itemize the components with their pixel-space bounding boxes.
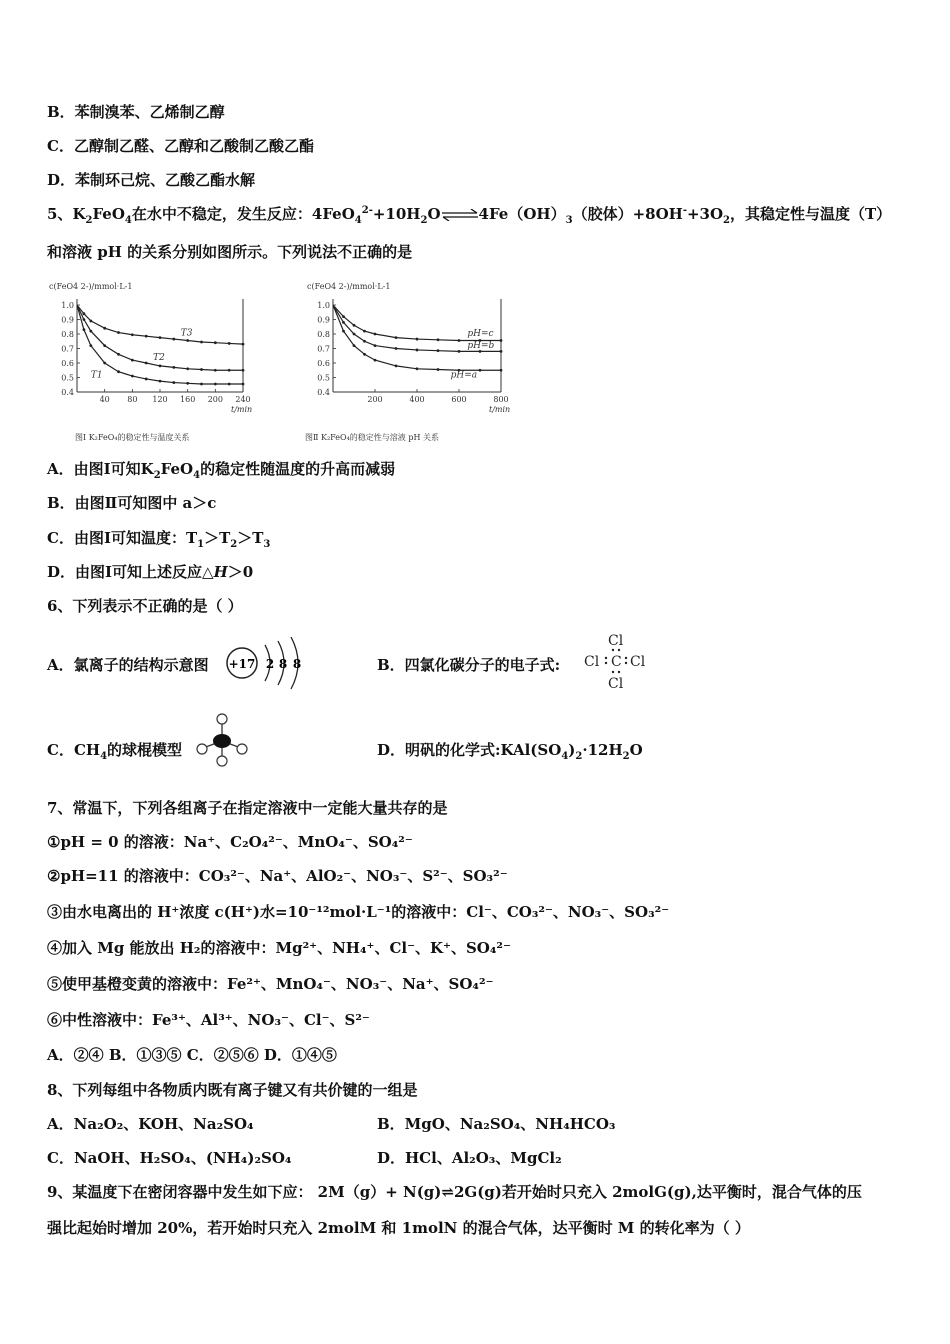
x-tick-label: 600 [451, 395, 467, 404]
q5-option-b: B．由图Ⅱ可知图中 a＞c [47, 494, 217, 512]
data-point [416, 367, 419, 370]
data-point [159, 380, 162, 383]
x-axis-label: t/min [489, 405, 511, 414]
q6-option-c: C．$CH_4$的球棍模型 [47, 741, 183, 762]
data-point [117, 331, 120, 334]
chart-caption: 图Ⅰ K₂FeO₄的稳定性与温度关系 [75, 433, 190, 442]
data-point [103, 327, 106, 330]
data-point [117, 353, 120, 356]
data-point [83, 312, 86, 315]
chart-temperature [47, 275, 287, 450]
q4-option-d: D．苯制环己烷、乙酸乙酯水解 [47, 171, 256, 189]
data-point [172, 366, 175, 369]
data-point [89, 330, 92, 333]
x-tick-label: 160 [180, 395, 196, 404]
data-point [145, 362, 148, 365]
q5-option-c: C．由图Ⅰ可知温度：$T_1>T_2>T_3$ [47, 529, 271, 550]
ch4-ball-stick-model [195, 712, 250, 768]
x-tick-label: 240 [235, 395, 251, 404]
data-point [242, 343, 245, 346]
data-point [83, 318, 86, 321]
x-tick-label: 200 [207, 395, 223, 404]
data-point [117, 370, 120, 373]
y-tick-label: 0.7 [61, 344, 74, 354]
data-point [395, 365, 398, 368]
y-tick-label: 1.0 [317, 301, 330, 310]
series-label: pH=b [467, 340, 495, 351]
y-tick-label: 0.8 [317, 330, 330, 339]
q7-item-3: ③由水电离出的 H⁺浓度 c(H⁺)水=10⁻¹²mol·L⁻¹的溶液中：Cl⁻、CO₃²⁻、NO₃⁻、SO₃²⁻ [47, 903, 670, 921]
series-label: T1 [90, 370, 103, 381]
q7-item-2: ②pH=11 的溶液中：CO₃²⁻、Na⁺、AlO₂⁻、NO₃⁻、S²⁻、SO₃²⁻ [47, 867, 508, 885]
y-tick-label: 1.0 [61, 301, 74, 310]
cl-right: Cl [630, 654, 646, 670]
y-tick-label: 0.4 [61, 388, 74, 397]
y-axis-label: c(FeO4 2-)/mmol·L-1 [307, 282, 391, 291]
chlorine-ion-structure-diagram [225, 637, 305, 692]
data-point [437, 368, 440, 371]
x-axis-label: t/min [231, 405, 253, 414]
y-tick-label: 0.5 [317, 373, 330, 383]
carbon-atom: C [611, 654, 622, 670]
y-tick-label: 0.9 [317, 315, 330, 325]
data-point [103, 362, 106, 365]
data-point [363, 353, 366, 356]
data-point [437, 349, 440, 352]
data-point [186, 367, 189, 370]
data-point [353, 344, 356, 347]
x-tick-label: 200 [367, 395, 383, 404]
data-point [103, 344, 106, 347]
data-point [374, 333, 377, 336]
data-point [214, 383, 217, 386]
data-point [479, 369, 482, 372]
q4-option-b: B．苯制溴苯、乙烯制乙醇 [47, 103, 225, 121]
y-tick-label: 0.6 [317, 359, 330, 368]
series-label: T3 [180, 328, 193, 339]
series-label: T2 [153, 353, 165, 364]
q8-option-c: C．NaOH、H₂SO₄、(NH₄)₂SO₄ [47, 1149, 292, 1167]
q8-stem: 8、下列每组中各物质内既有离子键又有共价键的一组是 [47, 1081, 418, 1099]
q5-stem-line2: 和溶液 pH 的关系分别如图所示。下列说法不正确的是 [47, 243, 413, 261]
q8-option-d: D．HCl、Al₂O₃、MgCl₂ [377, 1149, 562, 1167]
y-tick-label: 0.8 [61, 330, 74, 339]
data-point [395, 336, 398, 339]
q6-option-a: A．氯离子的结构示意图 [47, 656, 209, 674]
q7-item-1: ①pH = 0 的溶液：Na⁺、C₂O₄²⁻、MnO₄⁻、SO₄²⁻ [47, 833, 413, 851]
cl-left: Cl [584, 654, 600, 670]
x-tick-label: 120 [152, 395, 168, 404]
y-tick-label: 0.9 [61, 315, 74, 325]
chart-caption: 图Ⅱ K₂FeO₄的稳定性与溶液 pH 关系 [305, 433, 439, 442]
q9-line2: 强比起始时增加 20%，若开始时只充入 2molM 和 1molN 的混合气体，达平衡时 M 的转化率为（ ） [47, 1219, 750, 1237]
data-point [342, 330, 345, 333]
chart-ph [305, 275, 515, 450]
y-tick-label: 0.4 [317, 388, 330, 397]
x-tick-label: 400 [409, 395, 425, 404]
q5-stem-line1: 5、$K_2FeO_4$在水中不稳定，发生反应：$4FeO_4^{2-}+10H_2O$ $4Fe(OH)_3$（胶体）$+8OH^-+3O_2$，其稳定性与温度（T） [47, 205, 892, 226]
data-point [131, 375, 134, 378]
data-point [159, 365, 162, 368]
data-point [437, 338, 440, 341]
q8-option-b: B．MgO、Na₂SO₄、NH₄HCO₃ [377, 1115, 616, 1133]
data-point [342, 315, 345, 318]
data-point [172, 338, 175, 341]
cl-top: Cl [608, 633, 624, 649]
data-point [500, 350, 503, 353]
data-point [416, 349, 419, 352]
q5-option-a: A．由图Ⅰ可知$K_2FeO_4$的稳定性随温度的升高而减弱 [47, 460, 396, 481]
reversible-arrow-icon [441, 209, 479, 221]
data-point [500, 339, 503, 342]
q7-item-6: ⑥中性溶液中：Fe³⁺、Al³⁺、NO₃⁻、Cl⁻、S²⁻ [47, 1011, 370, 1029]
data-point [363, 340, 366, 343]
data-point [214, 341, 217, 344]
data-point [186, 382, 189, 385]
data-point [228, 342, 231, 345]
data-point [131, 359, 134, 362]
cl-bottom: Cl [608, 676, 624, 692]
series-label: pH=c [467, 329, 494, 340]
q7-item-5: ⑤使甲基橙变黄的溶液中：Fe²⁺、MnO₄⁻、NO₃⁻、Na⁺、SO₄²⁻ [47, 975, 494, 993]
q6-option-d: D．明矾的化学式$:KAl(SO_4)_2\cdot 12H_2O$ [377, 741, 643, 762]
q6-option-b: B．四氯化碳分子的电子式: [377, 656, 561, 674]
y-axis-label: c(FeO4 2-)/mmol·L-1 [49, 282, 133, 291]
data-point [159, 336, 162, 339]
data-point [458, 350, 461, 353]
q7-item-4: ④加入 Mg 能放出 H₂的溶液中：Mg²⁺、NH₄⁺、Cl⁻、K⁺、SO₄²⁻ [47, 939, 511, 957]
data-point [145, 335, 148, 338]
q4-option-c: C．乙醇制乙醛、乙醇和乙酸制乙酸乙酯 [47, 137, 314, 155]
y-tick-label: 0.7 [317, 344, 330, 354]
data-point [242, 383, 245, 386]
data-point [172, 381, 175, 384]
data-point [342, 321, 345, 324]
q7-options: A．②④ B．①③⑤ C．②⑤⑥ D．①④⑤ [47, 1046, 337, 1064]
data-point [228, 383, 231, 386]
data-point [186, 339, 189, 342]
data-point [214, 369, 217, 372]
data-point [200, 368, 203, 371]
q9-line1: 9、某温度下在密闭容器中发生如下应： 2M（g）+ N(g)⇌2G(g)若开始时只充入 2molG(g),达平衡时，混合气体的压 [47, 1183, 862, 1201]
data-point [83, 328, 86, 331]
data-point [131, 333, 134, 336]
data-point [458, 339, 461, 342]
data-point [353, 333, 356, 336]
y-tick-label: 0.5 [61, 373, 74, 383]
data-point [500, 369, 503, 372]
data-point [242, 369, 245, 372]
data-point [363, 330, 366, 333]
data-point [374, 344, 377, 347]
data-point [374, 359, 377, 362]
x-tick-label: 80 [127, 395, 138, 404]
shell-2: 8 [278, 657, 288, 671]
series-label: pH=a [450, 370, 478, 381]
y-tick-label: 0.6 [61, 359, 74, 368]
ccl4-electron-formula [582, 630, 652, 692]
shell-3: 8 [292, 657, 302, 671]
q8-option-a: A．Na₂O₂、KOH、Na₂SO₄ [47, 1115, 254, 1133]
data-point [200, 383, 203, 386]
data-point [228, 369, 231, 372]
data-point [416, 338, 419, 341]
shell-1: 2 [265, 657, 275, 671]
data-point [89, 344, 92, 347]
x-tick-label: 40 [99, 395, 110, 404]
nucleus-charge: +17 [228, 657, 256, 671]
data-point [200, 341, 203, 344]
q6-stem: 6、下列表示不正确的是（ ） [47, 597, 243, 615]
data-point [89, 320, 92, 323]
q7-stem: 7、常温下，下列各组离子在指定溶液中一定能大量共存的是 [47, 799, 448, 817]
data-point [395, 347, 398, 350]
q5-option-d: D．由图Ⅰ可知上述反应△H＞0 [47, 563, 254, 581]
data-point [145, 378, 148, 381]
data-point [353, 324, 356, 327]
x-tick-label: 800 [493, 395, 509, 404]
